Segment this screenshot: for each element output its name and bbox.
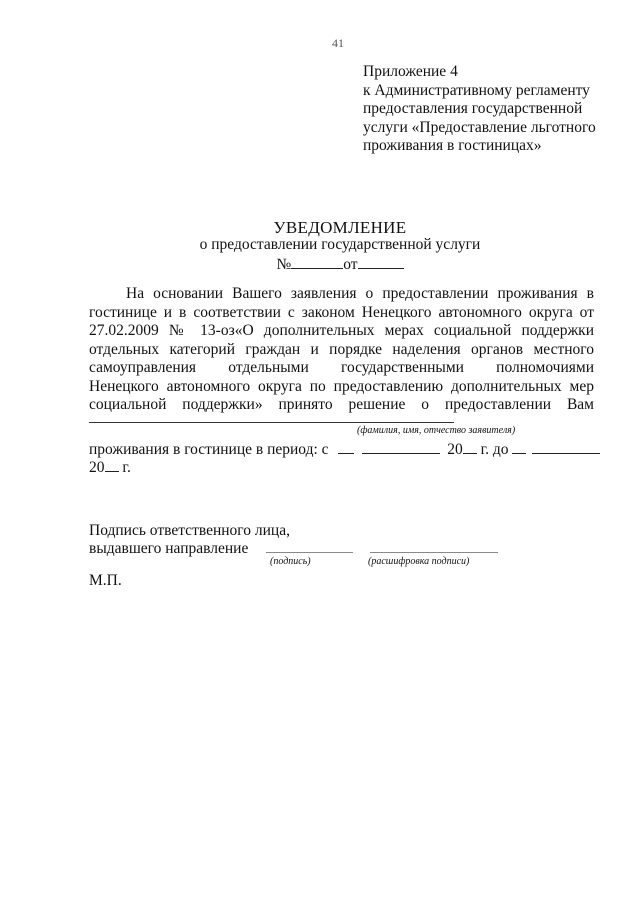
signature-line [266, 552, 353, 553]
annex-line: Приложение 4 [363, 63, 458, 80]
document-title: УВЕДОМЛЕНИЕ [273, 218, 407, 237]
until-text: г. до [480, 441, 509, 458]
end-day-blank [512, 440, 526, 454]
annex-block [363, 63, 623, 156]
annex-line: проживания в гостиницах» [363, 137, 542, 154]
body-line: На основании Вашего заявления о предоставлении проживания в [126, 285, 594, 302]
notification-body [89, 285, 594, 415]
period-line-1 [89, 440, 597, 459]
body-line: социальной поддержки» принято решение о предоставлении Вам [89, 396, 594, 413]
stamp-place: М.П. [89, 572, 122, 589]
date-blank [358, 255, 404, 269]
number-prefix: № [276, 256, 292, 273]
body-line: самоуправления отдельными государственными полномочиями [89, 359, 594, 376]
body-line: 27.02.2009 № 13-оз«О дополнительных мерах социальной поддержки [89, 322, 594, 339]
number-blank [291, 255, 343, 269]
start-day-blank [338, 440, 354, 454]
body-line: Ненецкого автономного округа по предоставлению дополнительных мер [89, 377, 594, 395]
decoding-line [370, 552, 498, 553]
decoding-caption: (расшифровка подписи) [368, 556, 470, 567]
applicant-caption: (фамилия, имя, отчество заявителя) [357, 425, 516, 436]
start-year-prefix: 20 [447, 441, 463, 458]
start-month-blank [362, 440, 440, 454]
annex-line: к Административному регламенту [363, 81, 590, 99]
page-number: 41 [332, 36, 344, 50]
signature-label-1: Подпись ответственного лица, [89, 522, 290, 539]
period-line-2 [89, 458, 131, 477]
date-prefix: от [343, 256, 358, 273]
body-line: гостинице и в соответствии с законом Ненецкого автономного округа от [89, 303, 594, 321]
body-line: отдельных категорий граждан и порядке наделения органов местного [89, 340, 594, 358]
end-year-blank [105, 458, 119, 472]
applicant-name-line [89, 422, 454, 423]
annex-line: услуги «Предоставление льготного [363, 118, 596, 136]
document-subtitle: о предоставлении государственной услуги [199, 236, 481, 253]
signature-caption: (подпись) [270, 556, 311, 567]
annex-line: предоставления государственной [363, 100, 583, 117]
document-number-line [80, 255, 600, 274]
period-text: проживания в гостинице в период: с [89, 441, 329, 458]
end-year-prefix: 20 [89, 459, 105, 476]
end-month-blank [532, 440, 600, 454]
end-year-suffix: г. [122, 459, 131, 476]
start-year-blank [463, 440, 477, 454]
signature-label-2: выдавшего направление [89, 540, 249, 557]
